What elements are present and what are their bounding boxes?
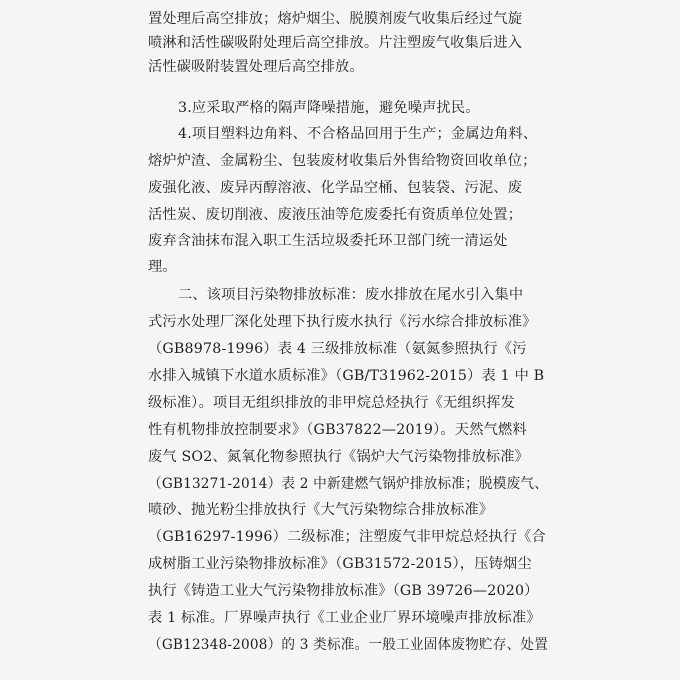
text-line: 二、该项目污染物排放标准：废水排放在尾水引入集中 <box>178 287 524 303</box>
text-line: 废弃含油抹布混入职工生活垃圾委托环卫部门统一清运处 <box>148 233 508 249</box>
text-line: 喷砂、抛光粉尘排放执行《大气污染物综合排放标准》 <box>148 502 494 518</box>
text-line: 废强化液、废异丙醇溶液、化学品空桶、包装袋、污泥、废 <box>148 180 523 196</box>
text-line: （GB12348-2008）的 3 类标准。一般工业固体废物贮存、处置 <box>148 637 549 653</box>
text-line: 执行《铸造工业大气污染物排放标准》（GB 39726—2020） <box>148 583 539 599</box>
text-line: 4.项目塑料边角料、不合格品回用于生产；金属边角料、 <box>178 126 538 142</box>
text-line: 活性碳吸附装置处理后高空排放。 <box>148 59 364 75</box>
text-line: 3.应采取严格的隔声降噪措施，避免噪声扰民。 <box>178 100 480 116</box>
text-line: 成树脂工业污染物排放标准》（GB31572-2015），压铸烟尘 <box>148 556 532 572</box>
text-line: 性有机物排放控制要求》（GB37822—2019）。天然气燃料 <box>148 422 527 438</box>
text-line: 水排入城镇下水道水质标准》（GB/T31962-2015）表 1 中 B <box>148 368 545 384</box>
text-line: 废气 SO2、氮氧化物参照执行《锅炉大气污染物排放标准》 <box>148 449 529 465</box>
text-line: 熔炉炉渣、金属粉尘、包装废材收集后外售给物资回收单位； <box>148 153 537 169</box>
text-line: 式污水处理厂深化处理下执行废水执行《污水综合排放标准》 <box>148 314 537 330</box>
text-line: 喷淋和活性碳吸附处理后高空排放。片注塑废气收集后进入 <box>148 35 523 51</box>
text-line: 级标准）。项目无组织排放的非甲烷总烃执行《无组织挥发 <box>148 395 515 411</box>
text-line: （GB13271-2014）表 2 中新建燃气锅炉排放标准；脱模废气、 <box>148 476 549 492</box>
text-line: 理。 <box>148 259 177 275</box>
text-line: 活性炭、废切削液、废液压油等危废委托有资质单位处置； <box>148 207 523 223</box>
text-line: 置处理后高空排放；熔炉烟尘、脱膜剂废气收集后经过气旋 <box>148 11 523 27</box>
text-line: 表 1 标准。厂界噪声执行《工业企业厂界环境噪声排放标准》 <box>148 610 541 626</box>
text-line: （GB16297-1996）二级标准；注塑废气非甲烷总烃执行《合 <box>148 529 546 545</box>
text-line: （GB8978-1996）表 4 三级排放标准（氨氮参照执行《污 <box>148 341 527 357</box>
